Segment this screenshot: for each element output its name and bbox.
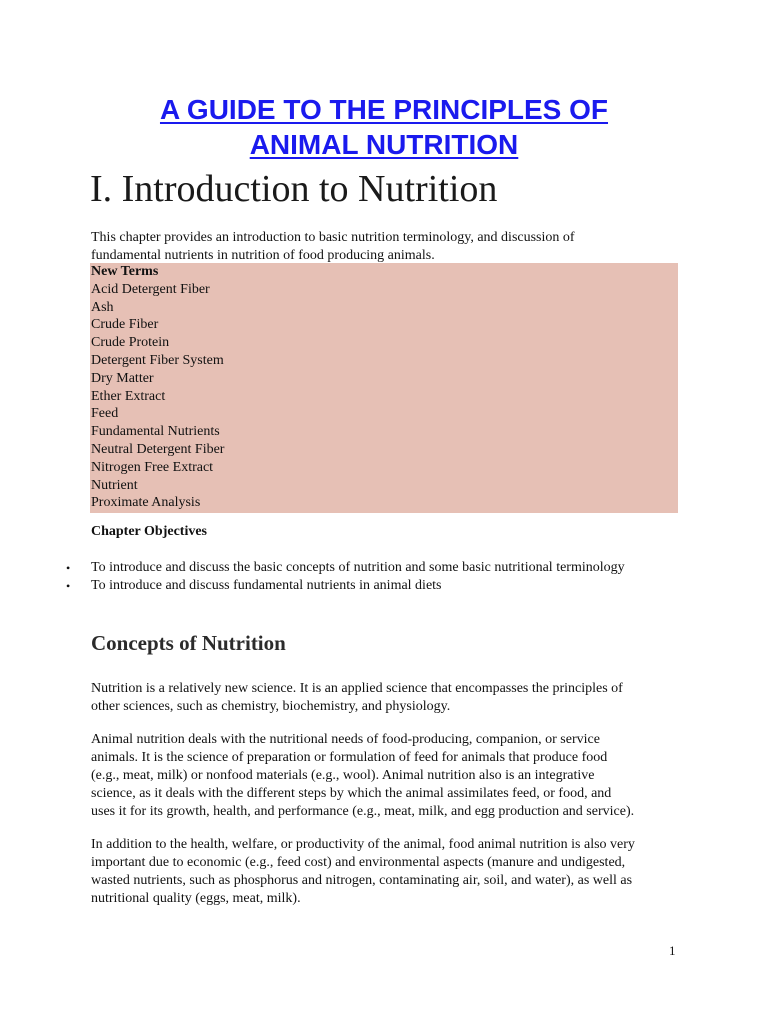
term-item: Proximate Analysis (91, 495, 201, 511)
term-item: Ether Extract (91, 388, 166, 404)
term-item: Nutrient (91, 477, 138, 493)
paragraph-line: uses it for its growth, health, and performance (e.g., meat, milk, and egg production and service). (91, 804, 635, 819)
paragraph-line: (e.g., meat, milk) or nonfood materials (e.g., wool). Animal nutrition also is an integrative (91, 768, 595, 783)
new-terms-box (90, 263, 678, 513)
term-item: Crude Protein (91, 335, 170, 351)
chapter-objectives-heading: Chapter Objectives (91, 524, 207, 539)
document-title (0, 92, 768, 162)
objective-text: To introduce and discuss fundamental nutrients in animal diets (91, 578, 442, 593)
term-item: Fundamental Nutrients (91, 424, 220, 440)
paragraph-line: Animal nutrition deals with the nutritional needs of food-producing, companion, or service (91, 732, 600, 747)
term-item: Feed (91, 406, 119, 422)
paragraph-3 (91, 836, 681, 908)
bullet-icon: • (66, 579, 71, 593)
paragraph-line: science, as it deals with the different steps by which the animal assimilates feed, or food, and (91, 786, 612, 801)
paragraph-line: nutritional quality (eggs, meat, milk). (91, 891, 301, 906)
paragraph-1 (91, 680, 681, 716)
term-item: Nitrogen Free Extract (91, 459, 214, 475)
objective-item (0, 577, 768, 595)
term-item: Dry Matter (91, 370, 154, 386)
objective-text: To introduce and discuss the basic concepts of nutrition and some basic nutritional terminology (91, 560, 625, 575)
intro-line: fundamental nutrients in nutrition of food producing animals. (91, 248, 435, 263)
section-heading-concepts: Concepts of Nutrition (91, 631, 286, 655)
chapter-intro (91, 229, 681, 265)
paragraph-line: other sciences, such as chemistry, biochemistry, and physiology. (91, 699, 451, 714)
page-number: 1 (669, 943, 676, 958)
intro-line: This chapter provides an introduction to basic nutrition terminology, and discussion of (91, 230, 575, 245)
paragraph-line: Nutrition is a relatively new science. It is an applied science that encompasses the principles of (91, 681, 623, 696)
term-item: Acid Detergent Fiber (91, 281, 210, 297)
chapter-objectives-list (0, 559, 768, 595)
objective-item (0, 559, 768, 577)
document-title-line-2: ANIMAL NUTRITION (249, 129, 519, 160)
term-item: Crude Fiber (91, 317, 159, 333)
paragraph-line: In addition to the health, welfare, or productivity of the animal, food animal nutrition is also very (91, 837, 635, 852)
bullet-icon: • (66, 561, 71, 575)
paragraph-line: important due to economic (e.g., feed cost) and environmental aspects (manure and undigested, (91, 855, 626, 870)
paragraph-line: animals. It is the science of preparation or formulation of feed for animals that produce food (91, 750, 608, 765)
chapter-title: I. Introduction to Nutrition (90, 168, 498, 210)
term-item: Detergent Fiber System (91, 352, 224, 368)
new-terms-heading: New Terms (91, 264, 159, 279)
document-title-line-1: A GUIDE TO THE PRINCIPLES OF (159, 94, 609, 125)
term-item: Neutral Detergent Fiber (91, 441, 225, 457)
term-item: Ash (91, 299, 114, 315)
paragraph-2 (91, 731, 681, 821)
paragraph-line: wasted nutrients, such as phosphorus and nitrogen, contaminating air, soil, and water), as well as (91, 873, 633, 888)
